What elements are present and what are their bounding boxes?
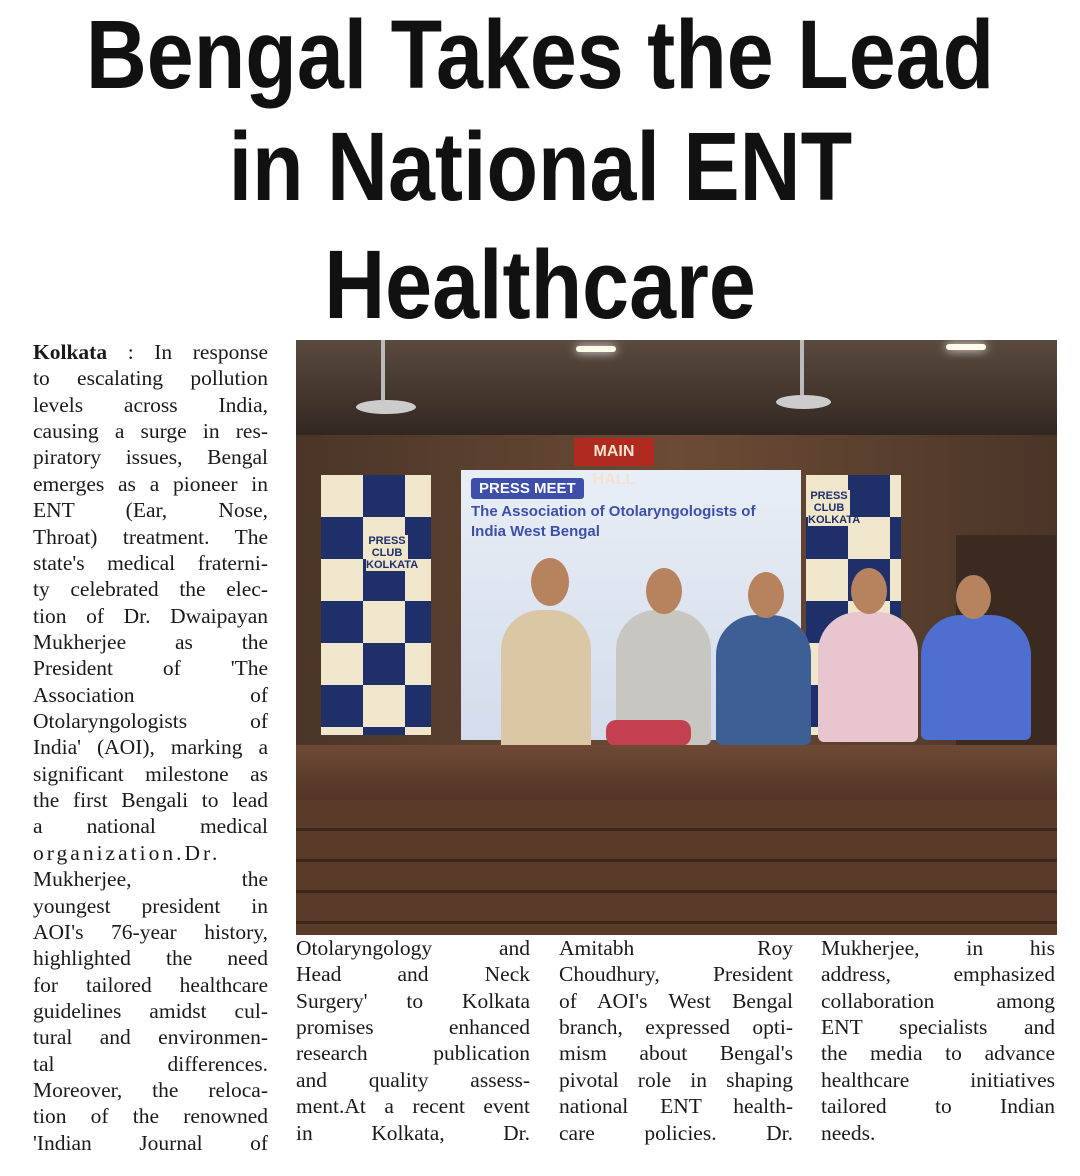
- article-line: [33, 339, 268, 365]
- article-line: of AOI's West Bengal: [559, 988, 793, 1013]
- press-meet-label: PRESS MEET: [471, 478, 584, 499]
- article-line: national ENT health-: [559, 1094, 793, 1119]
- article-line: Moreover, the reloca-: [33, 1078, 268, 1103]
- column-body: [821, 935, 1055, 1146]
- ceiling-fan-rod: [800, 340, 804, 395]
- article-line: ment.At a recent event: [296, 1094, 530, 1119]
- ceiling-light: [946, 344, 986, 350]
- article-column-2: [296, 935, 530, 1146]
- article-line: Throat) treatment. The: [33, 524, 268, 549]
- person-head: [851, 568, 887, 614]
- article-line: tion of Dr. Dwaipayan: [33, 603, 268, 628]
- press-club-logo-text: [366, 535, 419, 571]
- kolkata-label: KOLKATA: [366, 559, 419, 571]
- article-line: Mukherjee, the: [33, 867, 268, 892]
- banner-title: The Association of Otolaryngologists of India West Bengal: [471, 503, 756, 540]
- flower-bouquet: [606, 720, 691, 746]
- article-line: Otolaryngology and: [296, 936, 530, 960]
- article-line: causing a surge in res-: [33, 419, 268, 444]
- article-column-4: [821, 935, 1055, 1146]
- article-column-1: [33, 339, 268, 1156]
- article-line: significant milestone as: [33, 761, 268, 786]
- line-text: : In response: [127, 340, 268, 364]
- headline-text: Bengal Takes the Lead: [85, 0, 995, 109]
- headline-line-1: [0, 0, 1080, 110]
- article-line: to escalating pollution: [33, 366, 268, 391]
- person: [716, 615, 811, 745]
- ceiling-fan: [356, 400, 416, 414]
- article-line: and quality assess-: [296, 1067, 530, 1092]
- article-line: care policies. Dr.: [559, 1120, 793, 1145]
- article-line: in Kolkata, Dr.: [296, 1120, 530, 1145]
- press-club-label: PRESS CLUB: [810, 490, 848, 514]
- article-line: youngest president in: [33, 893, 268, 918]
- article-line: a national medical: [33, 814, 268, 839]
- article-line: address, emphasized: [821, 962, 1055, 987]
- ceiling-fan-rod: [381, 340, 385, 400]
- dateline: Kolkata: [33, 340, 108, 364]
- headline-line-3: [0, 230, 1080, 340]
- kolkata-label: KOLKATA: [808, 514, 861, 526]
- article-line: tailored to Indian: [821, 1094, 1055, 1119]
- headline-line-2: [0, 112, 1080, 222]
- article-line: mism about Bengal's: [559, 1041, 793, 1066]
- article-line: for tailored healthcare: [33, 972, 268, 997]
- press-club-logo-text: [808, 490, 861, 526]
- article-line: Choudhury, President: [559, 962, 793, 987]
- article-line: the first Bengali to lead: [33, 788, 268, 813]
- person-head: [956, 575, 991, 619]
- table-top: [296, 745, 1057, 805]
- ceiling-light: [576, 346, 616, 352]
- column-body: [559, 935, 793, 1146]
- person-head: [748, 572, 784, 618]
- article-line: ty celebrated the elec-: [33, 577, 268, 602]
- article-line: research publication: [296, 1041, 530, 1066]
- headline-text: Healthcare: [324, 230, 756, 339]
- article-line: tural and environmen-: [33, 1025, 268, 1050]
- article-line: needs.: [821, 1120, 876, 1145]
- article-column-3: [559, 935, 793, 1146]
- article-line: AOI's 76-year history,: [33, 919, 268, 944]
- article-line: President of 'The: [33, 656, 268, 681]
- article-line: Association of: [33, 682, 268, 707]
- headline-text: in National ENT: [228, 112, 852, 221]
- article-line: state's medical fraterni-: [33, 550, 268, 575]
- article-line: pivotal role in shaping: [559, 1067, 793, 1092]
- press-meet-photo: [296, 340, 1057, 935]
- article-line: Head and Neck: [296, 962, 530, 987]
- table-front: [296, 800, 1057, 935]
- article-line: the media to advance: [821, 1041, 1055, 1066]
- person: [818, 612, 918, 742]
- article-line: healthcare initiatives: [821, 1067, 1055, 1092]
- article-line: Amitabh Roy: [559, 936, 793, 960]
- article-line: tion of the renowned: [33, 1104, 268, 1129]
- article-line: Otolaryngologists of: [33, 709, 268, 734]
- article-line: India' (AOI), marking a: [33, 735, 268, 760]
- ceiling: [296, 340, 1057, 450]
- person-head: [646, 568, 682, 614]
- article-line: Mukherjee as the: [33, 629, 268, 654]
- article-line: ENT specialists and: [821, 1015, 1055, 1040]
- article-line: Mukherjee, in his: [821, 936, 1055, 960]
- ceiling-fan: [776, 395, 831, 409]
- press-club-backdrop-left: [321, 475, 431, 735]
- article-line: piratory issues, Bengal: [33, 445, 268, 470]
- article-line: levels across India,: [33, 392, 268, 417]
- article-line: ENT (Ear, Nose,: [33, 498, 268, 523]
- person: [921, 615, 1031, 740]
- article-line: collaboration among: [821, 988, 1055, 1013]
- article-line: highlighted the need: [33, 946, 268, 971]
- column-body: [33, 365, 268, 1156]
- person-head: [531, 558, 569, 606]
- article-line: promises enhanced: [296, 1015, 530, 1040]
- article-line: Surgery' to Kolkata: [296, 988, 530, 1013]
- article-line: guidelines amidst cul-: [33, 998, 268, 1023]
- press-club-label: PRESS CLUB: [368, 535, 406, 559]
- article-line: organization.Dr.: [33, 840, 221, 865]
- article-line: tal differences.: [33, 1051, 268, 1076]
- person-speaker: [501, 610, 591, 755]
- column-body: [296, 935, 530, 1146]
- article-line: branch, expressed opti-: [559, 1015, 793, 1040]
- article-line: 'Indian Journal of: [33, 1130, 268, 1155]
- article-line: emerges as a pioneer in: [33, 471, 268, 496]
- main-hall-sign: MAIN HALL: [574, 438, 654, 466]
